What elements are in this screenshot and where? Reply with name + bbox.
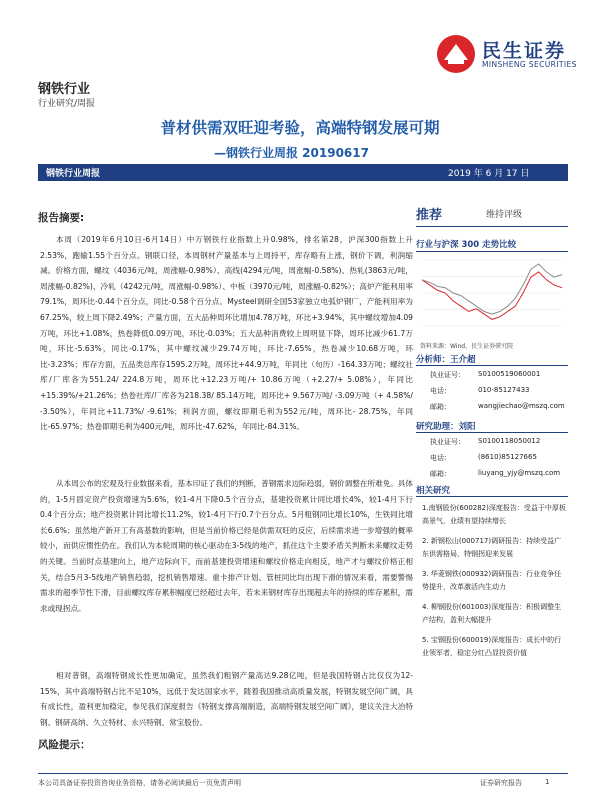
assistant-email-label: 邮箱： bbox=[430, 470, 451, 478]
footer-divider bbox=[38, 773, 568, 774]
related-heading: 相关研究 bbox=[416, 486, 451, 496]
divider bbox=[416, 251, 568, 252]
assistant-phone-label: 电话： bbox=[430, 454, 451, 462]
trend-chart bbox=[416, 254, 568, 336]
related-item[interactable]: 3. 华菱钢铁(000932)调研报告：行业竞争任势提升，改革激活内生动力 bbox=[422, 570, 562, 591]
industry-label: 钢铁行业 bbox=[38, 82, 91, 97]
analyst-email-value[interactable]: wangjiechao@mszq.com bbox=[478, 402, 565, 410]
divider bbox=[416, 432, 568, 433]
assistant-cert-label: 执业证号： bbox=[430, 438, 465, 446]
assistant-cert-value: S0100118050012 bbox=[478, 437, 541, 445]
analyst-phone-value: 010-85127433 bbox=[478, 386, 530, 394]
analyst-heading: 分析师：王介超 bbox=[416, 355, 476, 365]
summary-paragraph-2: 从本周公布的宏观及行业数据来看，基本印证了我们的判断，普钢需求边际趋弱，钢价调整在所难免。具体的，1-5月固定资产投资增速为5.6%，较1-4月下降0.5个百分点，基建投资累计同比增长4%，较1-4月下行0.4个百分点；地产投资累计同比增长11.2%，较1-4月下行0.7个百分点。5月粗钢同比增长10%，生铁同比增长6.6%；虽然地产新开工有高基数的影响，但是当前价格已经是供需双旺的反应，后续需求进一步增强的概率较小，而供应惯性仍在。我们认为本轮周期的核心驱动在3-5线的地产，抓住这个主要矛盾关判断未来螺纹走势的关键。当前时点基建向上，地产边际向下，而前基建投资增速和螺纹价格走向相反，地产才与螺纹价格正相关，结合5月3-5线地产销售趋弱，挖机销售增速、重卡排产计划、管桩同比均出现下滑的情况来看，需要警惕需求的超季节性下滑，目前螺纹库存累积幅度已经超过去年，若未来钢材库存出现超去年的持续的库存累积，需求或现拐点。 bbox=[40, 479, 413, 613]
band-report-name: 钢铁行业周报 bbox=[46, 169, 101, 179]
footer-label: 证券研究报告 bbox=[480, 779, 522, 787]
assistant-heading: 研究助理：刘阳 bbox=[416, 422, 476, 432]
related-item[interactable]: 5. 宝钢股份(600019)深度报告：成长中的行业领军者，稳定分红凸显投资价值 bbox=[422, 636, 562, 657]
divider bbox=[416, 496, 568, 497]
footer-disclaimer: 本公司具备证券投资咨询业务资格，请务必阅读最后一页免责声明 bbox=[38, 779, 241, 787]
analyst-cert-label: 执业证号： bbox=[430, 371, 465, 379]
report-date: 2019 年 6 月 17 日 bbox=[448, 169, 530, 179]
brand-name: 民生证券 bbox=[482, 40, 567, 62]
report-type: 行业研究/周报 bbox=[38, 99, 96, 109]
divider bbox=[416, 365, 568, 366]
assistant-phone-value: (8610)85127665 bbox=[478, 453, 537, 461]
chart-series-line bbox=[422, 272, 562, 320]
chart-heading: 行业与沪深 300 走势比较 bbox=[416, 240, 517, 250]
summary-heading: 报告摘要: bbox=[38, 212, 85, 224]
brand-name-en: MINSHENG SECURITIES bbox=[482, 60, 577, 69]
page-number: 1 bbox=[545, 778, 550, 786]
divider bbox=[416, 226, 568, 227]
report-subtitle: —钢铁行业周报 20190617 bbox=[214, 146, 369, 160]
related-item[interactable]: 1.南钢股份(600282)深度报告：受益于中厚板高景气，业绩有望持续增长 bbox=[422, 504, 566, 525]
rating-label: 推荐 bbox=[416, 208, 443, 223]
summary-paragraph-1: 本周（2019年6月10日-6月14日）中万钢铁行业指数上升0.98%，排名第28，沪深300指数上升2.53%，跑输1.55个百分点。钢联口径，本周钢材产量基本与上周持平，库存略有上涨，钢价下调，利润缩减。价格方面，螺纹（4036元/吨，周涨幅-0.98%）、高线(4294元/吨，周涨幅-0.58%)、热轧(3863元/吨，周涨幅-0.82%)、冷轧（4242元/吨，周涨幅-0.98%）、中板（3970元/吨，周涨幅-0.82%）；高炉产能利用率79.1%，周环比-0.44个百分点，同比-0.58个百分点。Mysteel调研全国53家独立电弧炉钢厂，产能利用率为67.25%，较上周下降2.49%；产量方面，五大品种周环比增加4.78万吨，环比+3.94%，其中螺纹增加4.09万吨，环比+1.08%，热卷降低0.09万吨，环比-0.03%；五大品种消费较上周明显下降，周环比减少61.7万吨，环比-5.63%，同比-0.17%，其中螺纹减少29.74万吨，环比-7.65%，热卷减少10.68万吨，环比-3.23%；库存方面，五品类总库存1595.2万吨，周环比+44.9万吨，年同比（旬历）-164.33万吨；螺纹社库/厂库各为551.24/ 224.8万吨，周环比+12.23万吨/+ 10.86万吨（+2.27/+ 5.08%），年同比+15.39%/+21.26%；热卷社库/厂库各为218.38/ 85.14万吨，周环比+ 9.567万吨/ -3.09万吨（+ 4.58%/ -3.50%），年同比+11.73%/ -9.61%；利润方面，螺纹即期毛利为552元/吨，周环比- 28.75%，年同比-65.97%；热卷即期毛利为400元/吨，周环比-47.62%，年同比-84.31%。 bbox=[40, 235, 413, 432]
chart-series-line bbox=[422, 264, 562, 314]
related-item[interactable]: 2. 新钢松山(000717)调研报告：持续受益广东供需格局，特钢拐迎来发展 bbox=[422, 537, 562, 558]
summary-paragraph-3: 相对普钢，高端特钢成长性更加确定，虽然我们粗钢产量高达9.28亿吨，但是我国特钢占比仅仅为12-15%，其中高端特钢占比不足10%，远低于发达国家水平，随着我国推动高质量发展，特钢发展空间广阔，具有成长性，盈利更加稳定，参见我们深度报告《特钢支撑高端制造，高端特钢发展空间广阔》，建议关注大冶特钢、钢研高纳、久立特材、永兴特钢、常宝股份。 bbox=[40, 671, 413, 727]
assistant-email-value[interactable]: liuyang_yjy@mszq.com bbox=[478, 469, 561, 477]
chart-source: 资料来源：Wind，民生证券研究院 bbox=[420, 343, 514, 350]
risk-heading: 风险提示： bbox=[38, 739, 91, 751]
analyst-cert-value: S0100519060001 bbox=[478, 370, 541, 378]
analyst-email-label: 邮箱： bbox=[430, 403, 451, 411]
rating-value: 维持评级 bbox=[486, 210, 523, 220]
minsheng-logo-icon bbox=[436, 34, 476, 74]
analyst-phone-label: 电话： bbox=[430, 387, 451, 395]
report-title: 普材供需双旺迎考验，高端特钢发展可期 bbox=[160, 119, 440, 137]
related-item[interactable]: 4. 柳钢股份(601003)深度报告：积极调整生产结构，盈利大幅提升 bbox=[422, 603, 562, 624]
